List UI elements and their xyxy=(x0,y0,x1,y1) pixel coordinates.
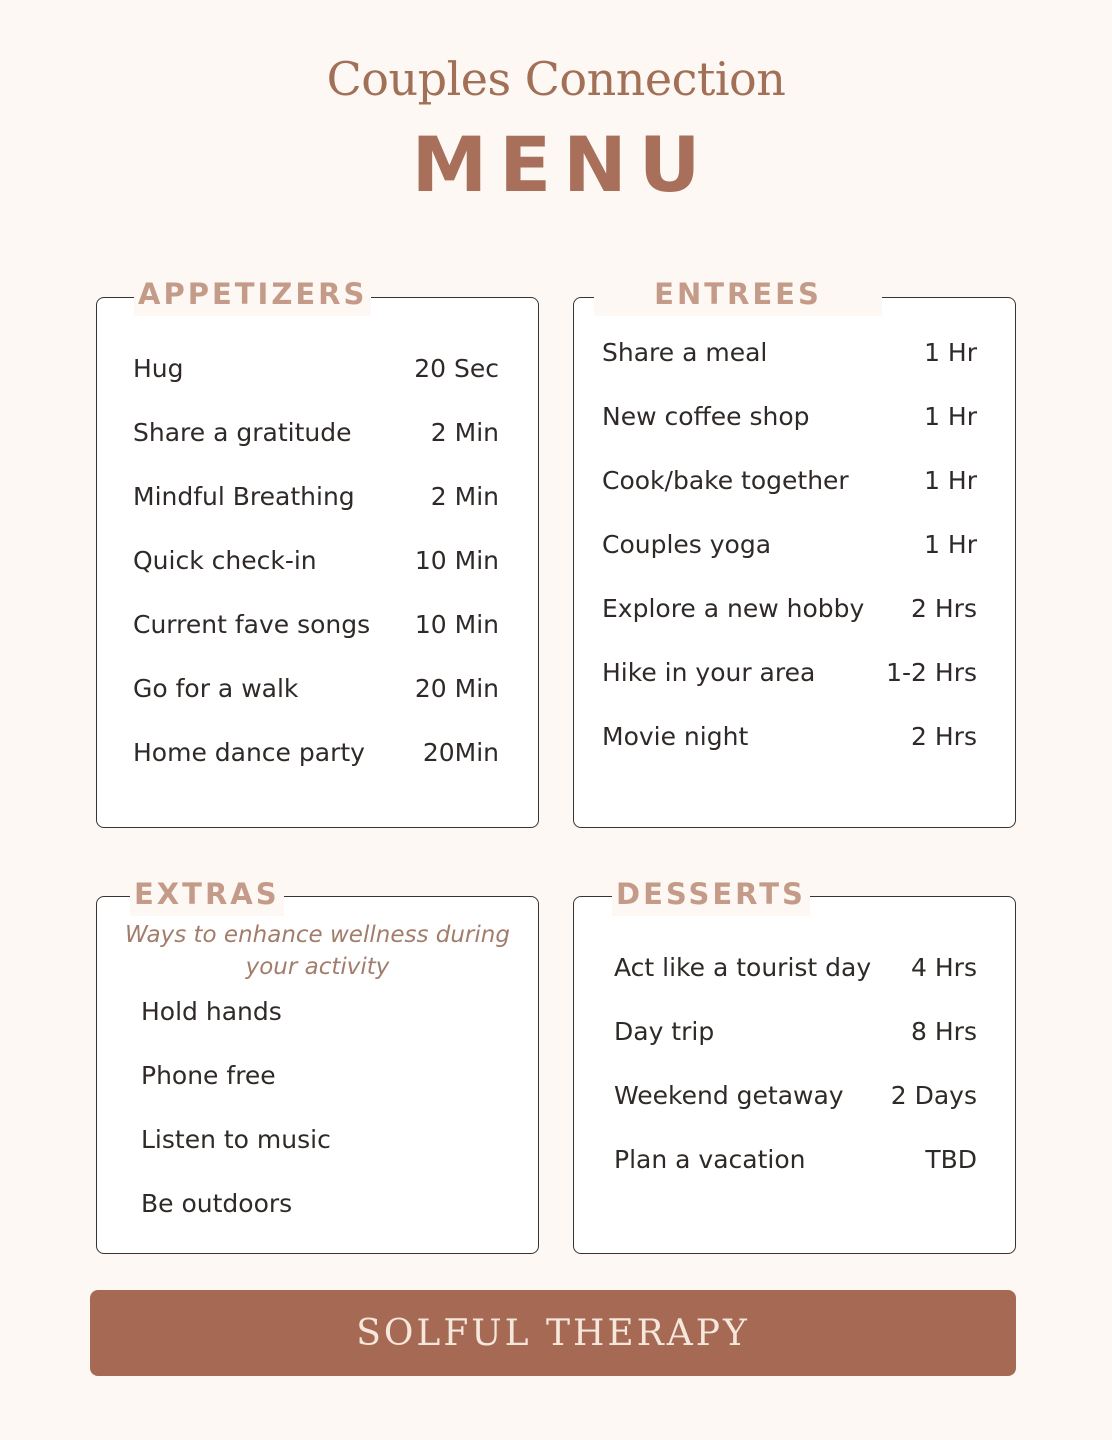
item-label: Weekend getaway xyxy=(614,1081,844,1110)
list-item xyxy=(141,1061,276,1090)
list-item xyxy=(614,1081,977,1110)
item-label: Plan a vacation xyxy=(614,1145,806,1174)
item-label: Act like a tourist day xyxy=(614,953,872,982)
item-duration: 10 Min xyxy=(414,610,499,639)
item-duration: 8 Hrs xyxy=(911,1017,977,1046)
item-duration: 2 Hrs xyxy=(911,594,977,623)
list-item xyxy=(133,674,499,703)
list-item xyxy=(133,610,499,639)
item-label: Couples yoga xyxy=(602,530,772,559)
item-label: Hold hands xyxy=(141,997,282,1026)
item-label: Go for a walk xyxy=(133,674,299,703)
item-duration: 2 Min xyxy=(430,418,499,447)
list-item xyxy=(602,530,977,559)
entrees-heading: ENTREES xyxy=(594,272,882,316)
footer-banner xyxy=(90,1290,1016,1376)
item-label: Day trip xyxy=(614,1017,715,1046)
extras-note-line1: Ways to enhance wellness during xyxy=(125,922,510,948)
list-item xyxy=(602,338,977,367)
item-label: Cook/bake together xyxy=(602,466,849,495)
item-duration: 20 Min xyxy=(414,674,499,703)
list-item xyxy=(141,1189,292,1218)
item-label: Share a gratitude xyxy=(133,418,352,447)
list-item xyxy=(602,658,977,687)
list-item xyxy=(133,418,499,447)
item-duration: 1 Hr xyxy=(924,338,977,367)
list-item xyxy=(614,1017,977,1046)
list-item xyxy=(602,722,977,751)
item-label: Share a meal xyxy=(602,338,768,367)
item-duration: 2 Days xyxy=(890,1081,977,1110)
item-label: Home dance party xyxy=(133,738,365,767)
extras-note-line2: your activity xyxy=(245,954,390,980)
list-item xyxy=(133,546,499,575)
item-label: New coffee shop xyxy=(602,402,810,431)
item-duration: 2 Hrs xyxy=(911,722,977,751)
desserts-heading: DESSERTS xyxy=(612,872,810,916)
item-duration: 2 Min xyxy=(430,482,499,511)
item-duration: 1 Hr xyxy=(924,466,977,495)
extras-panel xyxy=(96,896,539,1254)
list-item xyxy=(614,953,977,982)
list-item xyxy=(133,482,499,511)
item-label: Current fave songs xyxy=(133,610,371,639)
item-label: Hike in your area xyxy=(602,658,816,687)
list-item xyxy=(602,402,977,431)
item-duration: 20 Sec xyxy=(414,354,499,383)
list-item xyxy=(614,1145,977,1174)
item-label: Hug xyxy=(133,354,184,383)
item-label: Phone free xyxy=(141,1061,276,1090)
item-label: Explore a new hobby xyxy=(602,594,865,623)
item-duration: 1 Hr xyxy=(924,402,977,431)
extras-heading: EXTRAS xyxy=(130,872,284,916)
item-duration: 1 Hr xyxy=(924,530,977,559)
menu-title: MENU xyxy=(411,120,713,209)
list-item xyxy=(602,466,977,495)
item-label: Quick check-in xyxy=(133,546,317,575)
item-label: Mindful Breathing xyxy=(133,482,355,511)
item-label: Be outdoors xyxy=(141,1189,293,1218)
item-duration: 10 Min xyxy=(414,546,499,575)
item-duration: 20Min xyxy=(422,738,499,767)
entrees-panel xyxy=(573,297,1016,828)
item-duration: 1-2 Hrs xyxy=(886,658,977,687)
list-item xyxy=(133,354,499,383)
list-item xyxy=(141,1125,331,1154)
list-item xyxy=(141,997,282,1026)
item-label: Movie night xyxy=(602,722,749,751)
menu-subtitle: Couples Connection xyxy=(326,52,786,106)
item-label: Listen to music xyxy=(141,1125,331,1154)
item-duration: TBD xyxy=(925,1145,977,1174)
list-item xyxy=(602,594,977,623)
list-item xyxy=(133,738,499,767)
desserts-panel xyxy=(573,896,1016,1254)
item-duration: 4 Hrs xyxy=(911,953,977,982)
appetizers-panel xyxy=(96,297,539,828)
brand-name: SOLFUL THERAPY xyxy=(356,1312,750,1354)
appetizers-heading: APPETIZERS xyxy=(134,272,371,316)
